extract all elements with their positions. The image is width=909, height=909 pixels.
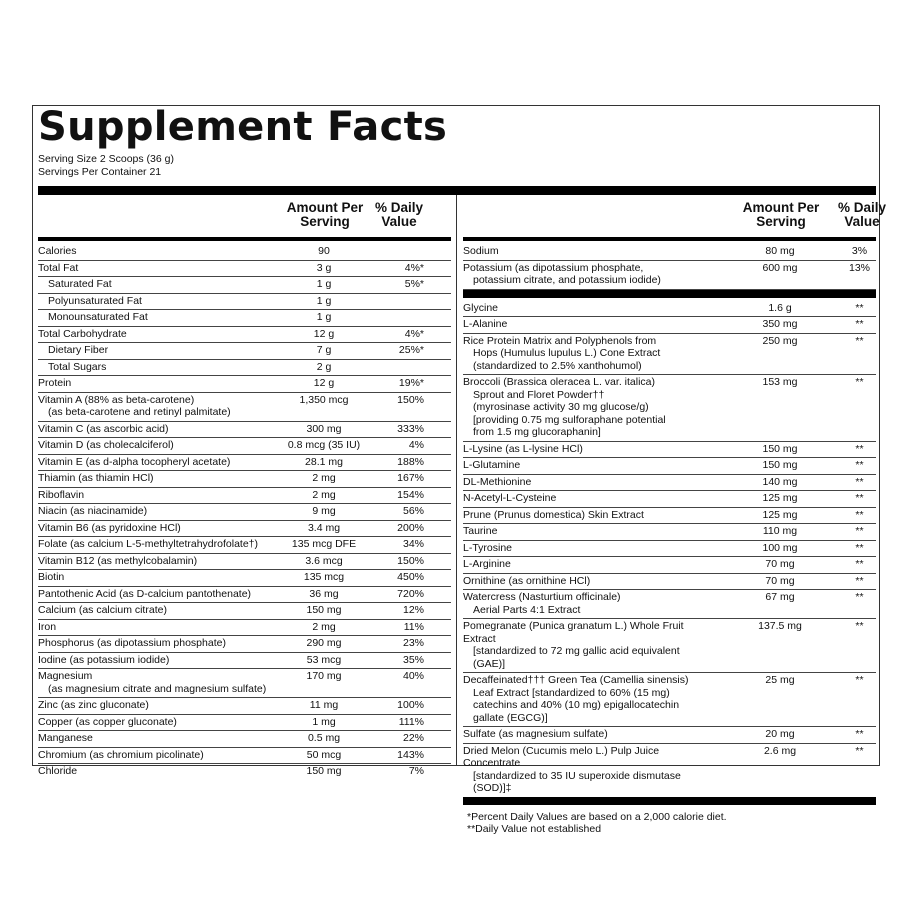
nutrient-daily-value: ** xyxy=(855,318,864,330)
nutrient-daily-value: 4% xyxy=(408,439,424,451)
nutrient-row xyxy=(38,293,451,310)
nutrient-row xyxy=(463,474,876,491)
nutrient-amount: 11 mg xyxy=(309,699,339,711)
footnotes xyxy=(463,805,876,836)
nutrient-name-text: L-Arginine xyxy=(463,558,511,570)
nutrient-row xyxy=(38,392,451,421)
nutrient-name-text: Calcium (as calcium citrate) xyxy=(38,604,167,616)
nutrient-name-text: Taurine xyxy=(463,525,498,537)
nutrient-row xyxy=(463,260,876,289)
nutrient-daily-value: 333% xyxy=(397,422,424,435)
nutrient-subtext: (as magnesium citrate and magnesium sulfate) xyxy=(48,682,267,695)
nutrient-daily-value: 11% xyxy=(403,620,424,633)
nutrient-row xyxy=(463,540,876,557)
nutrient-amount: 1 mg xyxy=(312,715,336,728)
nutrient-amount: 2.6 mg xyxy=(763,744,797,757)
nutrient-name-text: N-Acetyl-L-Cysteine xyxy=(463,492,557,504)
nutrient-amount: 3 g xyxy=(316,261,332,274)
nutrient-daily-value: 56% xyxy=(402,505,424,517)
left-rows xyxy=(38,241,451,780)
nutrient-daily-value: ** xyxy=(855,492,864,504)
nutrient-name-text: Chloride xyxy=(38,765,78,777)
nutrient-amount: 290 mg xyxy=(306,637,342,649)
nutrient-subtext: Aerial Parts 4:1 Extract xyxy=(473,603,581,616)
nutrient-name-text: Dried Melon (Cucumis melo L.) Pulp Juice Concentrate xyxy=(463,744,660,769)
nutrient-daily-value: 100% xyxy=(397,699,424,711)
nutrient-name-text: Decaffeinated††† Green Tea (Camellia sinensis) xyxy=(463,674,689,686)
nutrient-amount: 1.6 g xyxy=(768,301,792,314)
nutrient-row xyxy=(463,374,876,441)
nutrient-daily-value: ** xyxy=(855,376,864,388)
nutrient-subtext: catechins and 40% (10 mg) epigallocatechin gallate (EGCG)] xyxy=(473,699,680,724)
nutrient-subtext: [standardized to 72 mg gallic acid equivalent (GAE)] xyxy=(473,645,680,670)
nutrient-row xyxy=(38,326,451,343)
nutrient-daily-value: ** xyxy=(855,508,864,521)
footnote-not-established: **Daily Value not established xyxy=(467,823,602,835)
nutrient-daily-value: 22% xyxy=(402,732,424,744)
serving-size: Serving Size 2 Scoops (36 g) xyxy=(38,153,174,165)
nutrient-row xyxy=(463,618,876,672)
nutrient-row xyxy=(38,635,451,652)
nutrient-daily-value: 143% xyxy=(397,748,424,761)
nutrient-name-text: Vitamin B6 (as pyridoxine HCl) xyxy=(38,521,181,534)
nutrient-daily-value: 154% xyxy=(397,488,424,501)
nutrient-amount: 150 mg xyxy=(306,765,342,777)
header-amount: Amount Per Serving xyxy=(286,200,364,229)
nutrient-amount: 53 mcg xyxy=(306,653,342,666)
nutrient-daily-value: 150% xyxy=(397,554,424,567)
nutrient-row xyxy=(463,441,876,458)
nutrient-name-text: Saturated Fat xyxy=(48,278,112,290)
nutrient-name-text: Biotin xyxy=(38,571,65,583)
nutrient-subtext: (as beta-carotene and retinyl palmitate) xyxy=(48,406,231,418)
nutrient-name-text: Pomegranate (Punica granatum L.) Whole Fruit Extract xyxy=(463,620,684,645)
nutrient-subtext: (myrosinase activity 30 mg glucose/g) xyxy=(473,401,649,413)
nutrient-row xyxy=(463,556,876,573)
nutrient-daily-value: ** xyxy=(855,334,864,347)
nutrient-amount: 3.6 mcg xyxy=(305,554,343,567)
nutrient-row xyxy=(463,672,876,726)
nutrient-row xyxy=(38,668,451,697)
nutrient-row xyxy=(38,747,451,764)
nutrient-daily-value: 720% xyxy=(397,587,424,600)
nutrient-row xyxy=(38,697,451,714)
nutrient-amount: 0.5 mg xyxy=(307,732,341,744)
nutrient-daily-value: ** xyxy=(855,525,864,537)
nutrient-row xyxy=(38,503,451,520)
nutrient-row xyxy=(463,457,876,474)
nutrient-amount: 80 mg xyxy=(765,245,795,257)
nutrient-row xyxy=(463,333,876,375)
nutrient-name xyxy=(38,244,451,260)
nutrient-daily-value: ** xyxy=(855,674,864,686)
nutrient-row xyxy=(38,375,451,392)
nutrient-name-text: Riboflavin xyxy=(38,488,85,501)
nutrient-subtext: potassium citrate, and potassium iodide) xyxy=(473,274,661,286)
nutrient-row xyxy=(38,487,451,504)
nutrient-daily-value: 200% xyxy=(397,521,424,534)
nutrient-subtext: Leaf Extract [standardized to 60% (15 mg) xyxy=(473,686,670,699)
nutrient-name-text: Vitamin A (88% as beta-carotene) xyxy=(38,393,195,406)
nutrient-name xyxy=(38,360,451,376)
nutrient-daily-value: 450% xyxy=(397,571,424,583)
nutrient-name-text: DL-Methionine xyxy=(463,475,532,488)
nutrient-row xyxy=(38,763,451,780)
nutrient-row xyxy=(38,586,451,603)
nutrient-row xyxy=(463,316,876,333)
nutrient-amount: 100 mg xyxy=(762,541,798,554)
nutrient-amount: 1 g xyxy=(316,278,332,290)
nutrient-daily-value: ** xyxy=(855,620,864,632)
nutrient-amount: 2 mg xyxy=(312,488,336,501)
nutrient-row xyxy=(38,342,451,359)
nutrient-daily-value: 111% xyxy=(398,715,424,728)
nutrient-name-text: Chromium (as chromium picolinate) xyxy=(38,748,204,761)
nutrient-daily-value: 150% xyxy=(397,393,424,406)
nutrient-amount: 67 mg xyxy=(765,591,795,603)
nutrient-row xyxy=(463,507,876,524)
nutrient-daily-value: ** xyxy=(855,475,864,488)
right-rows-top xyxy=(463,241,876,289)
nutrient-name-text: Zinc (as zinc gluconate) xyxy=(38,699,149,711)
nutrient-name-text: L-Lysine (as L-lysine HCl) xyxy=(463,442,583,455)
nutrient-name-text: Ornithine (as ornithine HCl) xyxy=(463,574,591,587)
nutrient-row xyxy=(38,536,451,553)
nutrient-row xyxy=(38,602,451,619)
nutrient-name-text: Niacin (as niacinamide) xyxy=(38,505,148,517)
nutrient-amount: 2 mg xyxy=(312,620,336,633)
nutrient-amount: 300 mg xyxy=(306,422,342,435)
nutrient-daily-value: 40% xyxy=(402,670,424,682)
nutrient-amount: 20 mg xyxy=(765,728,795,740)
nutrient-name-text: Total Carbohydrate xyxy=(38,327,127,340)
right-header xyxy=(463,195,887,237)
header-daily-value: % Daily Value xyxy=(374,200,424,229)
nutrient-amount: 600 mg xyxy=(762,261,798,274)
nutrient-row xyxy=(463,244,876,260)
header-daily-value: % Daily Value xyxy=(837,200,887,229)
nutrient-amount: 125 mg xyxy=(762,508,798,521)
nutrient-daily-value: ** xyxy=(855,728,864,740)
nutrient-name-text: Potassium (as dipotassium phosphate, xyxy=(463,261,644,274)
nutrient-name-text: Calories xyxy=(38,245,77,257)
nutrient-name-text: Iodine (as potassium iodide) xyxy=(38,653,170,666)
nutrient-name-text: Total Sugars xyxy=(48,360,107,373)
nutrient-daily-value: ** xyxy=(855,541,864,554)
nutrient-row xyxy=(463,589,876,618)
nutrient-amount: 150 mg xyxy=(762,459,798,471)
header-amount: Amount Per Serving xyxy=(742,200,820,229)
nutrient-amount: 12 g xyxy=(313,327,335,340)
nutrient-row xyxy=(38,276,451,293)
nutrient-name xyxy=(38,294,451,310)
nutrient-name-text: Dietary Fiber xyxy=(48,344,109,356)
section-bar xyxy=(463,289,876,298)
nutrient-daily-value: 25%* xyxy=(398,344,424,356)
footnote-daily-values: *Percent Daily Values are based on a 2,000 calorie diet. xyxy=(467,810,727,823)
nutrient-name-text: Vitamin D (as cholecalciferol) xyxy=(38,439,174,451)
nutrient-amount: 150 mg xyxy=(306,604,342,616)
nutrient-daily-value: 35% xyxy=(402,653,424,666)
nutrient-row xyxy=(463,743,876,797)
nutrient-row xyxy=(38,454,451,471)
nutrient-amount: 250 mg xyxy=(762,334,798,347)
nutrient-amount: 137.5 mg xyxy=(758,620,802,632)
nutrient-daily-value: ** xyxy=(855,574,864,587)
nutrient-amount: 28.1 mg xyxy=(305,455,343,468)
nutrient-amount: 9 mg xyxy=(312,505,336,517)
panel-title: Supplement Facts xyxy=(38,104,448,150)
top-bar xyxy=(38,186,876,195)
nutrient-row xyxy=(38,553,451,570)
nutrient-row xyxy=(38,619,451,636)
nutrient-name-text: Sulfate (as magnesium sulfate) xyxy=(463,728,608,740)
nutrient-amount: 153 mg xyxy=(762,376,798,388)
nutrient-row xyxy=(38,569,451,586)
nutrient-name-text: Vitamin B12 (as methylcobalamin) xyxy=(38,554,198,567)
nutrient-name-text: Thiamin (as thiamin HCl) xyxy=(38,472,154,484)
nutrient-name-text: Magnesium xyxy=(38,670,93,682)
nutrient-amount: 2 g xyxy=(316,360,332,373)
nutrient-name-text: Vitamin C (as ascorbic acid) xyxy=(38,422,169,435)
nutrient-amount: 7 g xyxy=(316,344,332,356)
nutrient-name-text: Phosphorus (as dipotassium phosphate) xyxy=(38,637,226,649)
nutrient-name-text: Folate (as calcium L-5-methyltetrahydrofolate†) xyxy=(38,538,259,550)
nutrient-subtext: from 1.5 mg glucoraphanin] xyxy=(473,426,601,438)
nutrient-amount: 36 mg xyxy=(309,587,339,600)
nutrient-row xyxy=(38,437,451,454)
nutrient-name-text: Iron xyxy=(38,620,57,633)
column-divider xyxy=(456,195,457,765)
footer-bar xyxy=(463,797,876,805)
nutrient-name-text: Polyunsaturated Fat xyxy=(48,294,142,307)
nutrient-row xyxy=(38,260,451,277)
nutrient-daily-value: 13% xyxy=(848,261,870,274)
nutrient-row xyxy=(38,652,451,669)
left-header xyxy=(38,195,451,237)
nutrient-amount: 135 mcg xyxy=(303,571,345,583)
nutrient-name-text: Sodium xyxy=(463,245,499,257)
nutrient-name-text: L-Glutamine xyxy=(463,459,521,471)
nutrient-amount: 70 mg xyxy=(765,558,795,570)
nutrient-name-text: Manganese xyxy=(38,732,93,744)
nutrient-amount: 2 mg xyxy=(312,472,336,484)
nutrient-name-text: Protein xyxy=(38,377,72,389)
nutrient-name-text: Rice Protein Matrix and Polyphenols from xyxy=(463,334,657,347)
nutrient-row xyxy=(463,490,876,507)
nutrient-amount: 70 mg xyxy=(765,574,795,587)
nutrient-daily-value: 23% xyxy=(402,637,424,649)
nutrient-daily-value: ** xyxy=(855,744,864,757)
nutrient-amount: 150 mg xyxy=(762,442,798,455)
right-rows-bottom xyxy=(463,298,876,797)
nutrient-daily-value: ** xyxy=(855,558,864,570)
nutrient-amount: 170 mg xyxy=(306,670,342,682)
nutrient-daily-value: 34% xyxy=(402,538,424,550)
nutrient-daily-value: ** xyxy=(855,459,864,471)
nutrient-amount: 0.8 mcg (35 IU) xyxy=(287,439,361,451)
nutrient-row xyxy=(38,244,451,260)
nutrient-amount: 135 mcg DFE xyxy=(291,538,357,550)
nutrient-daily-value: 188% xyxy=(397,455,424,468)
nutrient-daily-value: 4%* xyxy=(404,327,424,340)
supplement-facts-panel xyxy=(32,104,887,835)
nutrient-amount: 1 g xyxy=(316,294,332,307)
nutrient-daily-value: 3% xyxy=(851,245,868,257)
nutrient-row xyxy=(38,470,451,487)
nutrient-daily-value: 5%* xyxy=(404,278,424,290)
nutrient-name-text: Monounsaturated Fat xyxy=(48,311,148,323)
nutrient-row xyxy=(38,309,451,326)
nutrient-name-text: L-Tyrosine xyxy=(463,541,513,554)
nutrient-name xyxy=(38,310,451,326)
nutrient-subtext: [providing 0.75 mg sulforaphane potential xyxy=(473,413,666,426)
nutrient-amount: 125 mg xyxy=(762,492,798,504)
nutrient-name-text: Total Fat xyxy=(38,261,79,274)
nutrient-row xyxy=(38,520,451,537)
nutrient-row xyxy=(38,359,451,376)
nutrient-amount: 25 mg xyxy=(765,674,795,686)
right-column xyxy=(463,195,887,836)
nutrient-row xyxy=(38,730,451,747)
nutrient-amount: 140 mg xyxy=(762,475,798,488)
nutrient-subtext: Hops (Humulus lupulus L.) Cone Extract xyxy=(473,347,661,359)
nutrient-row xyxy=(463,726,876,743)
nutrient-daily-value: 12% xyxy=(402,604,424,616)
left-column xyxy=(38,195,451,780)
nutrient-amount: 1,350 mcg xyxy=(299,393,349,406)
nutrient-subtext: (standardized to 2.5% xanthohumol) xyxy=(473,359,642,372)
nutrient-daily-value: ** xyxy=(855,442,864,455)
nutrient-daily-value: 4%* xyxy=(404,261,424,274)
nutrient-subtext: [standardized to 35 IU superoxide dismutase (SOD)]‡ xyxy=(473,769,681,794)
nutrient-amount: 1 g xyxy=(316,311,332,323)
nutrient-row xyxy=(38,421,451,438)
nutrient-daily-value: ** xyxy=(855,591,864,603)
nutrient-daily-value: 19%* xyxy=(398,377,424,389)
nutrient-amount: 110 mg xyxy=(762,525,798,537)
nutrient-name-text: Vitamin E (as d-alpha tocopheryl acetate) xyxy=(38,455,231,468)
nutrient-row xyxy=(463,573,876,590)
nutrient-amount: 90 xyxy=(318,245,330,257)
nutrient-amount: 350 mg xyxy=(762,318,798,330)
nutrient-name-text: Pantothenic Acid (as D-calcium pantothenate) xyxy=(38,587,252,600)
nutrient-name-text: Broccoli (Brassica oleracea L. var. italica) xyxy=(463,376,655,388)
nutrient-name-text: Watercress (Nasturtium officinale) xyxy=(463,591,621,603)
nutrient-name-text: L-Alanine xyxy=(463,318,508,330)
nutrient-row xyxy=(463,523,876,540)
nutrient-daily-value: 167% xyxy=(397,472,424,484)
nutrient-amount: 50 mcg xyxy=(306,748,342,761)
nutrient-amount: 3.4 mg xyxy=(307,521,341,534)
nutrient-row xyxy=(38,714,451,731)
nutrient-daily-value: ** xyxy=(855,301,864,314)
nutrient-amount: 12 g xyxy=(313,377,335,389)
nutrient-daily-value: 7% xyxy=(408,765,424,777)
nutrient-name-text: Glycine xyxy=(463,301,499,314)
nutrient-name-text: Copper (as copper gluconate) xyxy=(38,715,177,728)
nutrient-name-text: Prune (Prunus domestica) Skin Extract xyxy=(463,508,644,521)
nutrient-row xyxy=(463,301,876,317)
nutrient-subtext: Sprout and Floret Powder†† xyxy=(473,388,605,401)
servings-per-container: Servings Per Container 21 xyxy=(38,166,162,178)
